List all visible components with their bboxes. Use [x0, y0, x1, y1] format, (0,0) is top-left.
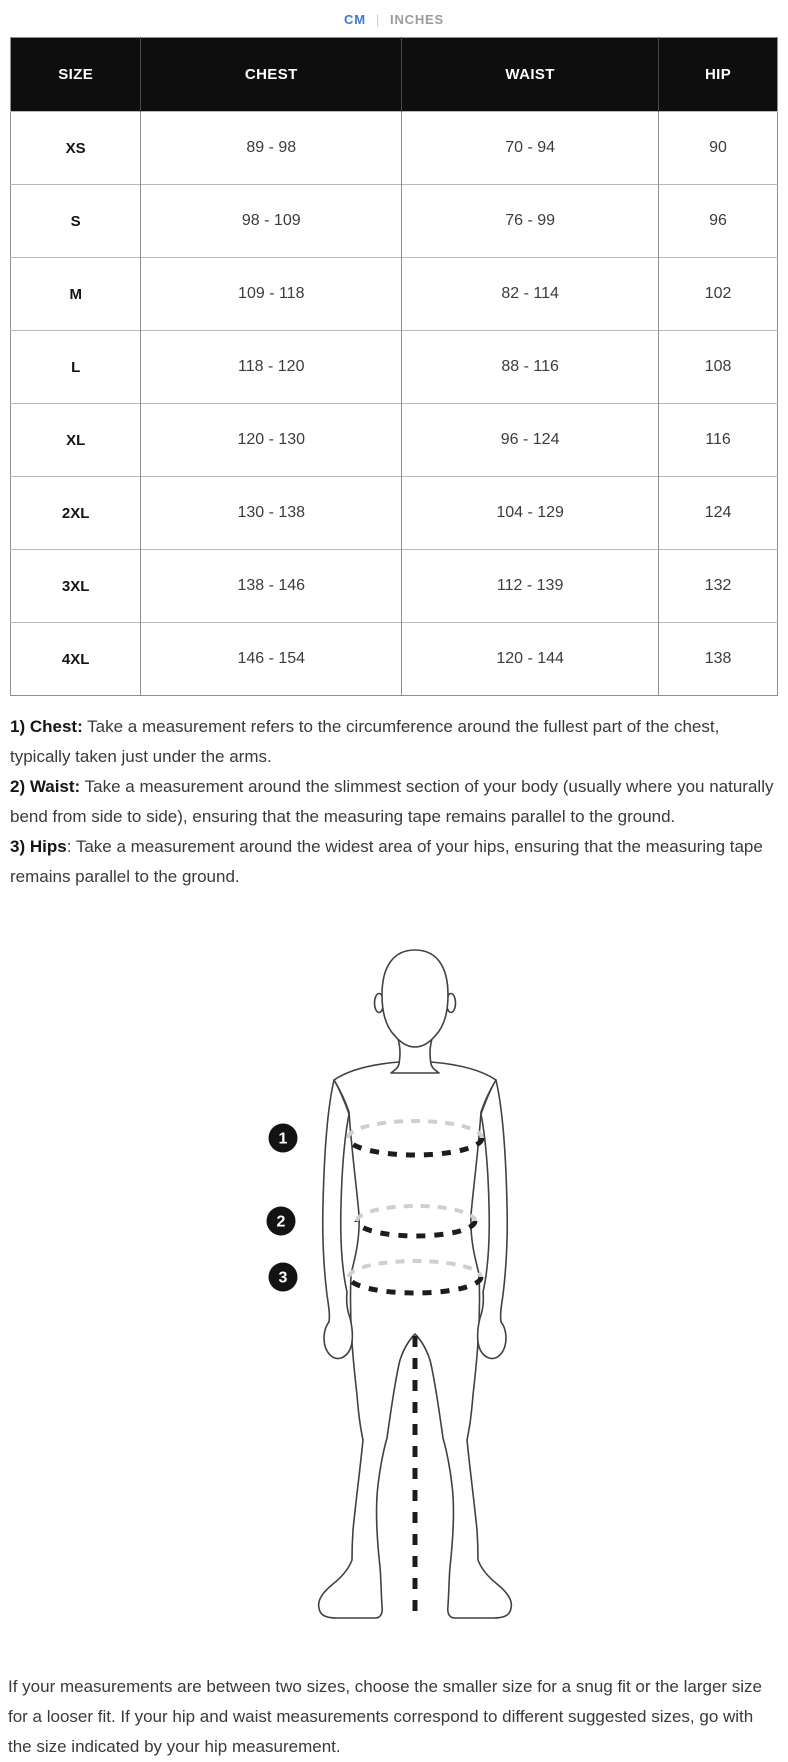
unit-toggle-inches[interactable]: INCHES: [390, 11, 444, 27]
hip-value: 116: [659, 404, 778, 477]
table-row: [11, 112, 778, 185]
marker-1-number: 1: [278, 1130, 288, 1148]
note-hips-text: : Take a measurement around the widest area of your hips, ensuring that the measuring tape remains parallel to the ground.: [10, 837, 763, 886]
marker-3-badge: [269, 1263, 298, 1292]
note-hips-label: 3) Hips: [10, 837, 67, 856]
column-header-hip: HIP: [659, 38, 778, 112]
size-label: 4XL: [11, 623, 141, 696]
chest-range: 146 - 154: [141, 623, 402, 696]
note-waist-text: Take a measurement around the slimmest section of your body (usually where you naturally bend from side to side), ensuring that the measuring tape remains parallel to the ground.: [10, 777, 774, 826]
body-measurement-diagram: [0, 940, 788, 1640]
waist-range: 82 - 114: [402, 258, 659, 331]
note-chest: [10, 712, 778, 772]
waist-range: 104 - 129: [402, 477, 659, 550]
note-chest-text: Take a measurement refers to the circumference around the fullest part of the chest, typically taken just under the arms.: [10, 717, 720, 766]
marker-3-number: 3: [278, 1269, 288, 1287]
waist-range: 88 - 116: [402, 331, 659, 404]
measurement-notes: [10, 712, 778, 892]
hip-value: 102: [659, 258, 778, 331]
table-row: [11, 185, 778, 258]
size-label: 3XL: [11, 550, 141, 623]
waist-range: 76 - 99: [402, 185, 659, 258]
right-arm-outline: [478, 1080, 508, 1359]
size-label: M: [11, 258, 141, 331]
footer-note: If your measurements are between two sizes, choose the smaller size for a snug fit or the larger size for a looser fit. If your hip and waist measurements correspond to different suggested sizes, go with the size indicated by your hip measurement.: [8, 1677, 763, 1756]
note-hips: [10, 832, 778, 892]
column-header-chest: CHEST: [141, 38, 402, 112]
unit-toggle: [0, 10, 788, 28]
size-label: XL: [11, 404, 141, 477]
waist-range: 112 - 139: [402, 550, 659, 623]
note-waist-label: 2) Waist:: [10, 777, 81, 796]
size-table-header-row: [11, 38, 778, 112]
chest-range: 138 - 146: [141, 550, 402, 623]
size-label: L: [11, 331, 141, 404]
size-label: 2XL: [11, 477, 141, 550]
note-chest-label: 1) Chest:: [10, 717, 83, 736]
chest-range: 98 - 109: [141, 185, 402, 258]
unit-toggle-cm[interactable]: CM: [344, 11, 366, 27]
note-waist: [10, 772, 778, 832]
chest-range: 120 - 130: [141, 404, 402, 477]
table-row: [11, 550, 778, 623]
chest-range: 118 - 120: [141, 331, 402, 404]
waist-range: 96 - 124: [402, 404, 659, 477]
size-label: XS: [11, 112, 141, 185]
size-table: [10, 37, 778, 696]
left-arm-outline: [323, 1080, 353, 1359]
hip-value: 124: [659, 477, 778, 550]
chest-range: 89 - 98: [141, 112, 402, 185]
hip-value: 108: [659, 331, 778, 404]
marker-2-badge: [267, 1207, 296, 1236]
column-header-size: SIZE: [11, 38, 141, 112]
marker-1-badge: [269, 1124, 298, 1153]
body-figure-svg: [215, 940, 615, 1640]
hip-value: 96: [659, 185, 778, 258]
hip-value: 90: [659, 112, 778, 185]
table-row: [11, 331, 778, 404]
column-header-waist: WAIST: [402, 38, 659, 112]
chest-range: 130 - 138: [141, 477, 402, 550]
chest-range: 109 - 118: [141, 258, 402, 331]
hip-value: 138: [659, 623, 778, 696]
table-row: [11, 258, 778, 331]
head-outline: [382, 950, 448, 1047]
table-row: [11, 623, 778, 696]
waist-range: 70 - 94: [402, 112, 659, 185]
marker-2-number: 2: [276, 1213, 286, 1231]
unit-toggle-separator: |: [375, 11, 381, 27]
table-row: [11, 477, 778, 550]
table-row: [11, 404, 778, 477]
hip-value: 132: [659, 550, 778, 623]
waist-range: 120 - 144: [402, 623, 659, 696]
size-label: S: [11, 185, 141, 258]
